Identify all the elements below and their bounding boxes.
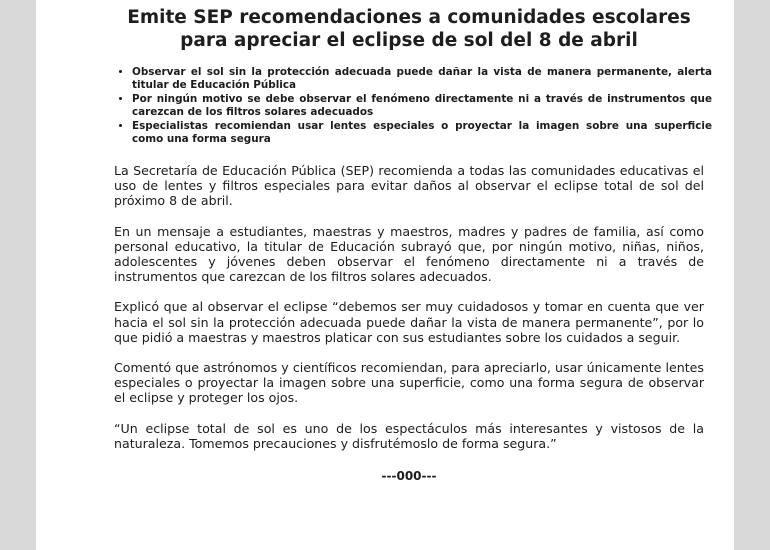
- body-paragraph: La Secretaría de Educación Pública (SEP) recomienda a todas las comunidades educativas el uso de lentes y filtros especiales para evitar daños al observar el eclipse total de sol del próximo 8 de abril.: [114, 163, 704, 209]
- body-paragraph: En un mensaje a estudiantes, maestras y maestros, madres y padres de familia, así como personal educativo, la titular de Educación subrayó que, por ningún motivo, niñas, niños, adolescentes y jóvenes deben observar el fenómeno directamente ni a través de instrumentos que carezcan de los filtros solares adecuados.: [114, 223, 704, 285]
- body-paragraph: Explicó que al observar el eclipse “debemos ser muy cuidadosos y tomar en cuenta que ver hacia el sol sin la protección adecuada puede dañar la vista de manera permanente”, por lo que pidió a maestras y maestros platicar con sus estudiantes sobre los cuidados a seguir.: [114, 299, 704, 345]
- quote-paragraph: “Un eclipse total de sol es uno de los espectáculos más interesantes y vistosos de la naturaleza. Tomemos precauciones y disfrutémoslo de forma segura.”: [114, 420, 704, 451]
- title-line-1: Emite SEP recomendaciones a comunidades escolares: [127, 7, 691, 28]
- summary-bullet: • Observar el sol sin la protección adecuada puede dañar la vista de manera permanente, alerta titular de Educación Pública: [132, 66, 712, 91]
- body-paragraph: Comentó que astrónomos y científicos recomiendan, para apreciarlo, usar únicamente lentes especiales o proyectar la imagen sobre una superficie, como una forma segura de observar el eclipse y proteger los ojos.: [114, 360, 704, 406]
- summary-bullet-list: [114, 66, 712, 145]
- closing-mark: ---000---: [381, 469, 437, 484]
- summary-bullet: • Especialistas recomiendan usar lentes especiales o proyectar la imagen sobre una superficie como una forma segura: [132, 120, 712, 145]
- title-line-2: para apreciar el eclipse de sol del 8 de abril: [180, 30, 638, 51]
- press-release-title: [114, 6, 704, 52]
- summary-bullet: • Por ningún motivo se debe observar el fenómeno directamente ni a través de instrumentos que carezcan de los filtros solares adecuados: [132, 93, 712, 118]
- document-page: [36, 0, 734, 550]
- document-content: [114, 6, 712, 484]
